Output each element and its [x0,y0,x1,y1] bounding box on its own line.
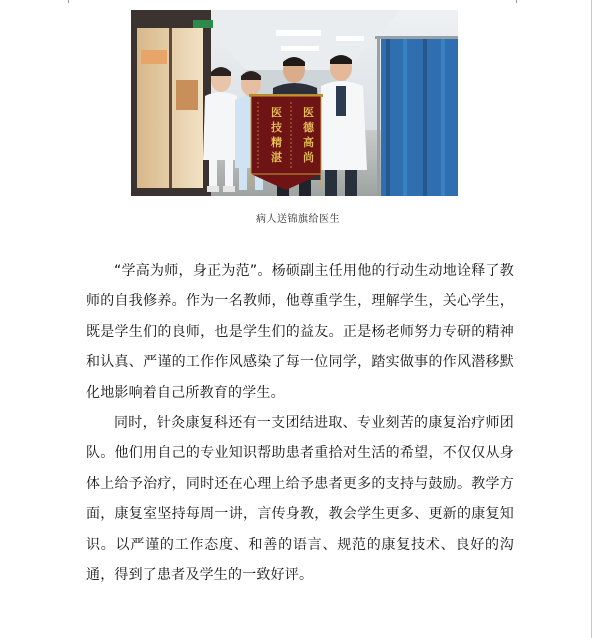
crop-mark [68,0,69,3]
svg-text:尚: 尚 [303,151,314,164]
photo-image [131,10,458,196]
svg-text:德: 德 [303,121,314,134]
svg-text:医: 医 [271,106,282,119]
paragraph: “学高为师，身正为范”。杨硕副主任用他的行动生动地诠释了教师的自我修养。作为一名教师，他尊重学生，理解学生，关心学生，既是学生们的良师，也是学生们的益友。正是杨老师努力专研的精神和认真、严谨的工作作风感染了每一位同学，踏实做事的作风潜移默化地影响着自己所教育的学生。 [86,263,514,401]
crop-mark [516,0,517,3]
svg-text:技: 技 [271,121,282,134]
svg-text:高: 高 [303,136,314,149]
article-body [86,256,514,590]
photo-caption: 病人送锦旗给医生 [256,214,340,225]
svg-text:精: 精 [271,136,282,149]
svg-text:医: 医 [303,106,314,119]
svg-text:湛: 湛 [271,151,282,164]
page-edge [591,0,592,638]
paragraph: 同时，针灸康复科还有一支团结进取、专业刻苦的康复治疗师团队。他们用自己的专业知识帮助患者重拾对生活的希望，不仅仅从身体上给予治疗，同时还在心理上给予患者更多的支持与鼓励。教学方面，康复室坚持每周一讲，言传身教，教会学生更多、更新的康复知识。以严谨的工作态度、和善的语言、规范的康复技术、良好的沟通，得到了患者及学生的一致好评。 [86,415,514,584]
